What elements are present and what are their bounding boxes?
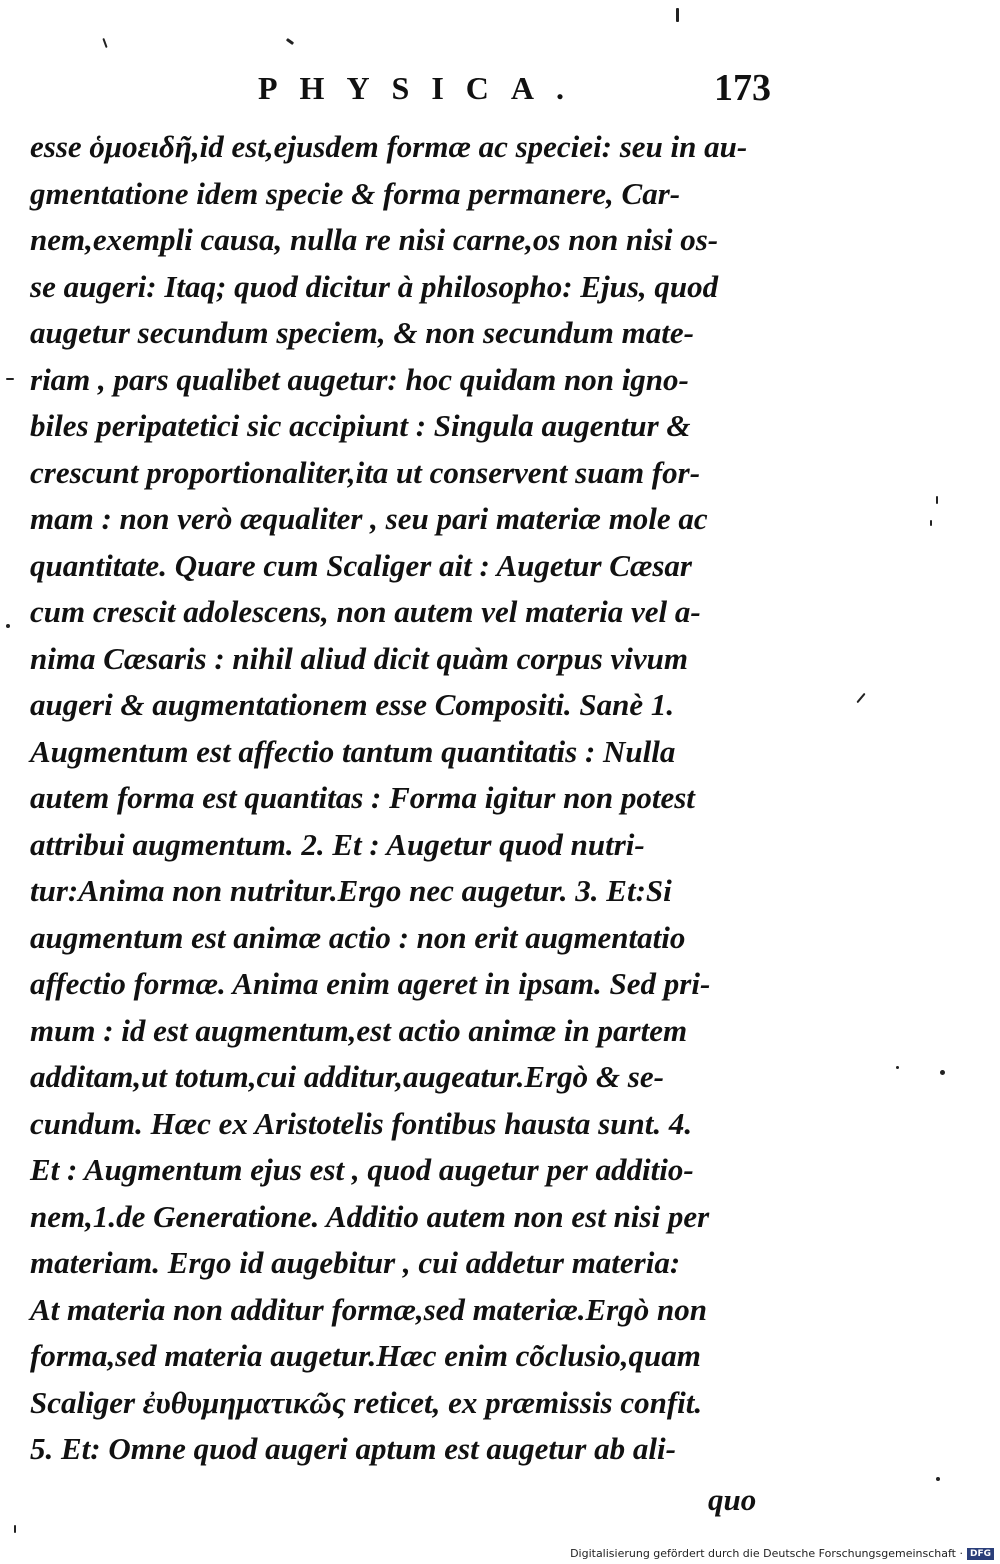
catchword: quo: [708, 1482, 757, 1517]
scan-mark: [676, 8, 679, 22]
text-line: attribui augmentum. 2. Et : Augetur quod nutri-: [30, 826, 645, 862]
text-line: quantitate. Quare cum Scaliger ait : Augetur Cæsar: [30, 547, 692, 583]
text-line: 5. Et: Omne quod augeri aptum est augetur ab ali-: [30, 1431, 676, 1466]
text-line: nem,exempli causa, nulla re nisi carne,os non nisi os-: [30, 222, 719, 257]
text-line: nima Cæsaris : nihil aliud dicit quàm corpus vivum: [30, 640, 689, 676]
text-line: mam : non verò æqualiter , seu pari materiæ mole ac: [30, 501, 708, 536]
text-line: augmentum est animæ actio : non erit augmentatio: [30, 919, 686, 955]
text-line: se augeri: Itaq; quod dicitur à philosopho: Ejus, quod: [30, 268, 719, 304]
text-line: augeri & augmentationem esse Compositi. Sanè 1.: [30, 687, 675, 722]
digitization-footer: [570, 1547, 994, 1560]
scan-mark: [930, 520, 932, 526]
dfg-logo: DFG: [967, 1548, 994, 1560]
scan-mark: [936, 496, 938, 504]
text-line: autem forma est quantitas : Forma igitur non potest: [30, 780, 695, 815]
scan-mark: [6, 624, 10, 628]
text-line: Augmentum est affectio tantum quantitatis : Nulla: [30, 733, 676, 769]
text-line: crescunt proportionaliter,ita ut conservent suam for-: [30, 454, 701, 490]
scan-mark: [286, 38, 294, 45]
text-line: gmentatione idem specie & forma permanere, Car-: [30, 175, 681, 211]
text-line: riam , pars qualibet augetur: hoc quidam non igno-: [30, 361, 689, 397]
text-line: mum : id est augmentum,est actio animæ in partem: [30, 1012, 688, 1048]
text-line: cundum. Hæc ex Aristotelis fontibus hausta sunt. 4.: [30, 1105, 693, 1141]
footer-text: Digitalisierung gefördert durch die Deutsche Forschungsgemeinschaft ·: [570, 1547, 963, 1560]
text-line: esse ὁμοειδῆ,id est,ejusdem formæ ac speciei: seu in au-: [30, 129, 748, 164]
scan-mark: [896, 1066, 899, 1069]
scan-mark: [14, 1525, 16, 1533]
scan-mark: [940, 1070, 945, 1075]
text-line: forma,sed materia augetur.Hæc enim cõclusio,quam: [30, 1338, 701, 1373]
text-line: biles peripatetici sic accipiunt : Singula augentur &: [30, 408, 691, 443]
body-text: [30, 124, 780, 1473]
scan-mark: [6, 378, 14, 380]
text-line: cum crescit adolescens, non autem vel materia vel a-: [30, 594, 701, 629]
text-line: affectio formæ. Anima enim ageret in ipsam. Sed pri-: [30, 966, 711, 1001]
page-number: 173: [714, 67, 771, 109]
text-line: tur:Anima non nutritur.Ergo nec augetur. 3. Et:Si: [30, 873, 672, 908]
scan-mark: [102, 38, 107, 48]
text-line: materiam. Ergo id augebitur , cui addetur materia:: [30, 1245, 681, 1280]
text-line: At materia non additur formæ,sed materiæ.Ergò non: [30, 1291, 707, 1327]
text-line: Scaliger ἐυθυμηματικῶς reticet, ex præmissis confit.: [30, 1384, 703, 1420]
text-line: Et : Augmentum ejus est , quod augetur per additio-: [30, 1152, 694, 1187]
running-title: PHYSICA.: [258, 70, 587, 106]
scan-mark: [936, 1477, 940, 1481]
text-line: nem,1.de Generatione. Additio autem non est nisi per: [30, 1198, 710, 1234]
scan-mark: [856, 693, 865, 703]
text-line: additam,ut totum,cui additur,augeatur.Ergò & se-: [30, 1059, 664, 1094]
text-line: augetur secundum speciem, & non secundum mate-: [30, 315, 694, 350]
